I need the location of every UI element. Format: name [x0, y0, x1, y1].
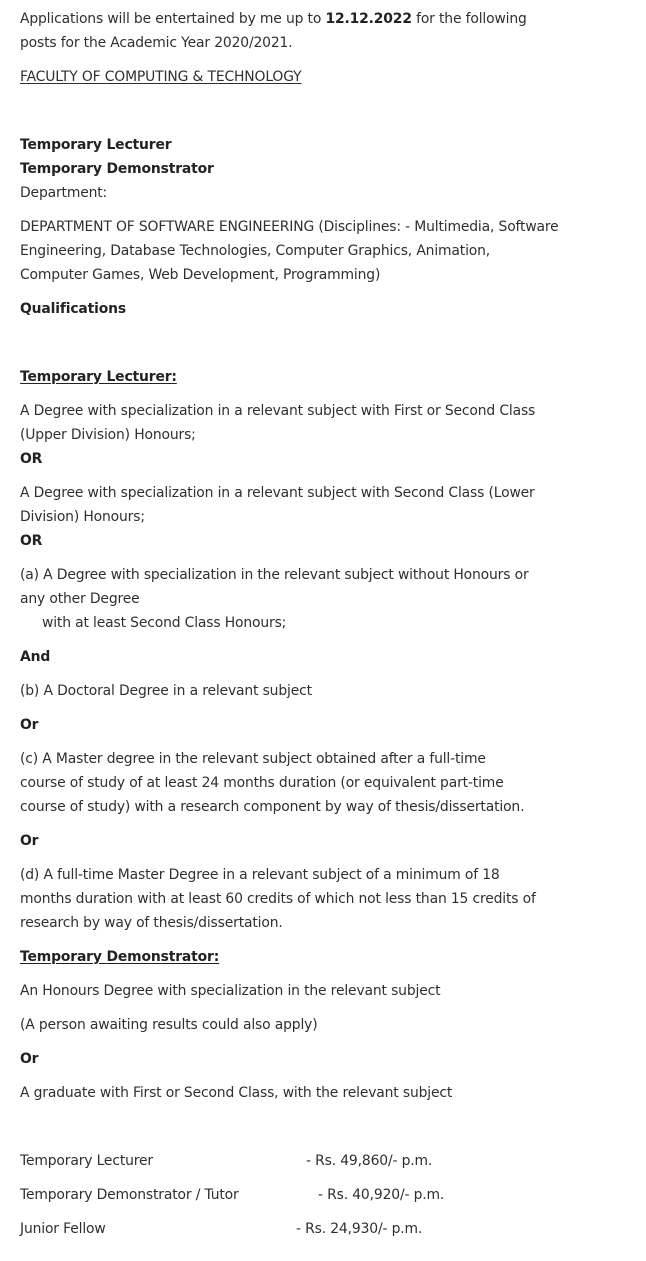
intro-line-2: posts for the Academic Year 2020/2021.: [20, 35, 293, 51]
department-label: Department:: [20, 185, 108, 201]
salary-amount: - Rs. 40,920/- p.m.: [318, 1187, 445, 1203]
lecturer-q1-line-1: A Degree with specialization in a relevant subject with First or Second Class: [20, 403, 536, 419]
salary-post: Temporary Lecturer: [20, 1153, 153, 1169]
and-separator: And: [20, 649, 51, 665]
lecturer-quals-heading: Temporary Lecturer:: [20, 369, 177, 385]
intro-text: Applications will be entertained by me up to: [20, 11, 326, 27]
salary-post: Temporary Demonstrator / Tutor: [20, 1187, 239, 1203]
lecturer-d-line-3: research by way of thesis/dissertation.: [20, 915, 283, 931]
post-lecturer: Temporary Lecturer: [20, 137, 172, 153]
department-line-1: DEPARTMENT OF SOFTWARE ENGINEERING (Disciplines: - Multimedia, Software: [20, 219, 559, 235]
lecturer-q2-line-2: Division) Honours;: [20, 509, 145, 525]
intro-text-end: for the following: [411, 11, 527, 27]
demonstrator-quals-heading: Temporary Demonstrator:: [20, 949, 220, 965]
demonstrator-q1-note: (A person awaiting results could also apply): [20, 1017, 318, 1033]
lecturer-c-line-1: (c) A Master degree in the relevant subject obtained after a full-time: [20, 751, 486, 767]
lecturer-a-line-3: with at least Second Class Honours;: [42, 615, 287, 631]
or-separator: Or: [20, 833, 39, 849]
lecturer-c-line-2: course of study of at least 24 months duration (or equivalent part-time: [20, 775, 504, 791]
lecturer-a-line-1: (a) A Degree with specialization in the relevant subject without Honours or: [20, 567, 529, 583]
faculty-heading: FACULTY OF COMPUTING & TECHNOLOGY: [20, 69, 302, 85]
lecturer-d-line-1: (d) A full-time Master Degree in a relevant subject of a minimum of 18: [20, 867, 500, 883]
department-line-2: Engineering, Database Technologies, Computer Graphics, Animation,: [20, 243, 491, 259]
qualifications-heading: Qualifications: [20, 301, 127, 317]
lecturer-c-line-3: course of study) with a research component by way of thesis/dissertation.: [20, 799, 525, 815]
lecturer-a-line-2: any other Degree: [20, 591, 140, 607]
post-demonstrator: Temporary Demonstrator: [20, 161, 214, 177]
demonstrator-q2: A graduate with First or Second Class, with the relevant subject: [20, 1085, 453, 1101]
salary-amount: - Rs. 49,860/- p.m.: [306, 1153, 433, 1169]
demonstrator-q1: An Honours Degree with specialization in the relevant subject: [20, 983, 441, 999]
or-separator: Or: [20, 717, 39, 733]
lecturer-q1-line-2: (Upper Division) Honours;: [20, 427, 196, 443]
or-separator: OR: [20, 451, 43, 467]
lecturer-d-line-2: months duration with at least 60 credits of which not less than 15 credits of: [20, 891, 536, 907]
or-separator: Or: [20, 1051, 39, 1067]
department-line-3: Computer Games, Web Development, Programming): [20, 267, 381, 283]
lecturer-q2-line-1: A Degree with specialization in a relevant subject with Second Class (Lower: [20, 485, 535, 501]
or-separator: OR: [20, 533, 43, 549]
intro-line-1: [20, 7, 527, 31]
lecturer-b-line-1: (b) A Doctoral Degree in a relevant subject: [20, 683, 312, 699]
closing-date: 12.12.2022: [325, 11, 412, 27]
salary-amount: - Rs. 24,930/- p.m.: [296, 1221, 423, 1237]
salary-post: Junior Fellow: [20, 1221, 106, 1237]
